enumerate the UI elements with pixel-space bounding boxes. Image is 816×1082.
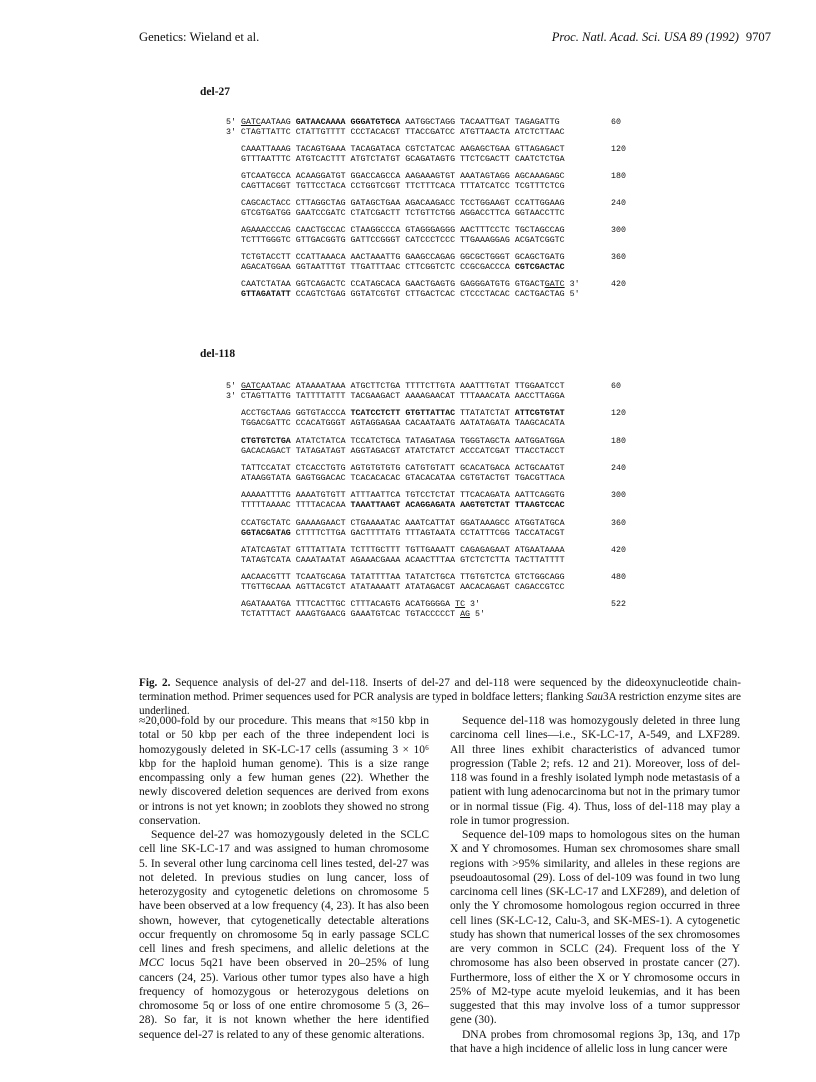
del27-row: [241, 172, 565, 192]
right-paragraph-2: Sequence del-109 maps to homologous sites on the human X and Y chromosomes. Human sex chromosomes share small regions with >95% similarity, and alleles in these regions are pseudoautosomal (29). Loss of del-109 was found in two lung carcinoma cell lines (SK-LC-17 and LXF289), and deletion of only the Y chromosome homologous region occurred in three cell lines (SK-LC-12, Calu-3, and SK-MES-1). A cytogenetic study has shown that numerical losses of the sex chromosomes are very common in SCLC (24). Frequent loss of the Y chromosome has also been observed in prostate cancer (27). Furthermore, loss of either the X or Y chromosome occurs in 25% of M2-type acute myeloid leukemias, and it has been suggested that this may involve loss of a tumor suppressor gene (30).: [450, 829, 740, 1027]
header-journal: Proc. Natl. Acad. Sci. USA 89 (1992): [551, 30, 739, 44]
sequence-fragment: CAATCTATAA GGTCAGACTC CCATAGCACA GAACTGAGTG GAGGGATGTG GTGACT: [241, 280, 545, 289]
sequence-fragment: TTGTTGCAAA AGTTACGTCT ATATAAAATT ATATAGACGT AACACAGAGT CAGACCGTCC: [241, 583, 565, 593]
sequence-fragment: TC: [455, 600, 466, 610]
sequence-fragment: GTTTAATTTC ATGTCACTTT ATGTCTATGT GCAGATAGTG TTCTCGACTT CAATCTCTGA: [241, 155, 565, 164]
del27-row: [241, 199, 565, 219]
sequence-fragment: TAAATTAAGT ACAGGAGATA AAGTGTCTAT TTAAGTCCAC: [350, 501, 565, 511]
position-number: 360: [611, 518, 626, 528]
del27-row: [241, 226, 565, 246]
position-number: 60: [611, 382, 621, 391]
position-number: 60: [611, 118, 621, 127]
sequence-fragment: 5': [470, 610, 485, 620]
del118-label: del-118: [200, 348, 236, 360]
position-number: 120: [611, 409, 626, 419]
position-number: 120: [611, 145, 626, 154]
caption-text: Sequence analysis of del-27 and del-118. Inserts of del-27 and del-118 were sequenced by the dideoxynucleotide chain-termination method. Primer sequences used for PCR analysis are typed in boldface letters; flanking Sau3A restriction enzyme sites are underlined.: [139, 677, 741, 717]
del118-row: [241, 409, 565, 429]
sequence-fragment: CTGTGTCTGA: [241, 436, 291, 446]
page-number: 9707: [745, 30, 771, 44]
sequence-fragment: AACAACGTTT TCAATGCAGA TATATTTTAA TATATCTGCA TTGTGTCTCA GTCTGGCAGG: [241, 573, 565, 583]
sequence-fragment: TCTTTGGGTC GTTGACGGTG GATTCCGGGT CATCCCTCCC TTGAAAGGAG ACGATCGGTC: [241, 236, 565, 245]
del27-row: [241, 145, 565, 165]
position-number: 180: [611, 436, 626, 446]
sequence-fragment: GATC: [240, 118, 261, 127]
del118-row: [241, 546, 565, 566]
del118-row: [241, 437, 565, 457]
sequence-fragment: TGGACGATTC CCACATGGGT AGTAGGAGAA CACAATAATG AATATAGATA TAAGCACATA: [241, 419, 565, 429]
position-number: 300: [611, 226, 626, 235]
position-number: 240: [611, 463, 626, 473]
position-number: 420: [611, 280, 626, 289]
sequence-fragment: 3': [465, 600, 481, 610]
right-column: [450, 714, 740, 1056]
sequence-fragment: CTTTTCTTGA GACTTTTATG TTTAGTAATA CCTATTTCGG TACCATACGT: [290, 528, 565, 538]
sequence-fragment: TATAGTCATA CAAATAATAT AGAAACGAAA ACAACTTTAA GTCTCTCTTA TACTTATTTT: [241, 555, 565, 565]
sequence-fragment: GATAACAAAA GGGATGTGCA: [295, 118, 401, 127]
sequence-fragment: AATAAC ATAAAATAAA ATGCTTCTGA TTTTCTTGTA AAATTTGTAT TTGGAATCCT: [260, 382, 565, 391]
sequence-fragment: CAGTTACGGT TGTTCCTACA CCTGGTCGGT TTCTTTCACA TTTATCATCC TCGTTTCTCG: [241, 182, 565, 191]
sequence-fragment: CCAGTCTGAG GGTATCGTGT CTTGACTCAC CTCCCTACAC CACTGACTAG 5': [290, 290, 580, 299]
sequence-fragment: GTCGTGATGG GAATCCGATC CTATCGACTT TCTGTTCTGG AGGACCTTCA GGTAACCTTC: [241, 209, 565, 218]
sequence-fragment: GGTACGATAG: [241, 528, 291, 538]
caption-label: Fig. 2.: [139, 677, 171, 689]
del118-row: [226, 382, 565, 402]
del27-row: [226, 118, 565, 138]
sequence-fragment: GATC: [240, 382, 261, 391]
left-paragraph-1: ≈20,000-fold by our procedure. This means that ≈150 kbp in total or 50 kbp per each of the three independent loci is homozygously deleted in SK-LC-17 cells (assuming 3 × 10⁶ kbp for the haploid human genome). This is a size range encompassing only a few human genes (22). Whether the newly discovered deletion sequences are derived from exons or introns is not yet known; in zooblots they showed no strong conservation.: [139, 715, 429, 827]
sequence-fragment: TTTTTAAAAC TTTTACACAA: [241, 501, 351, 511]
running-header: [139, 30, 771, 50]
del118-row: [241, 464, 565, 484]
sequence-fragment: TCTATTTACT AAAGTGAACG GAAATGTCAC TGTACCCCCT: [241, 610, 461, 620]
header-authors: Genetics: Wieland et al.: [139, 30, 260, 44]
del118-row: [241, 600, 485, 620]
sequence-fragment: AAAAATTTTG AAAATGTGTT ATTTAATTCA TGTCCTCTAT TTCACAGATA AATTCAGGTG: [241, 491, 565, 501]
sequence-fragment: 3' CTAGTTATTC CTATTGTTTT CCCTACACGT TTACCGATCC ATGTTAACTA ATCTCTTAAC: [226, 128, 565, 137]
left-paragraph-2: Sequence del-27 was homozygously deleted in the SCLC cell line SK-LC-17 and was assigned to human chromosome 5. In several other lung carcinoma cell lines tested, del-27 was not deleted. In previous studies on lung cancer, loss of heterozygosity and cytogenetic deletions on chromosome 5 have been observed at a low frequency (4, 23). It has also been shown, however, that cytogenetically detectable alterations occur frequently on chromosome 5q in early passage SCLC cell lines and fresh specimens, and allelic deletions at the MCC locus 5q21 have been observed in 20–25% of lung cancers (24, 25). Various other tumor types also have a high frequency of homozygous or heterozygous deletions on chromosome 5q or loss of one entire chromosome 5 (3, 26–28). So far, it is not known whether the here identified sequence del-27 is related to any of these genomic alterations.: [139, 829, 429, 1041]
sequence-fragment: CAAATTAAAG TACAGTGAAA TACAGATACA CGTCTATCAC AAGAGCTGAA GTTAGAGACT: [241, 145, 565, 154]
del118-row: [241, 519, 565, 539]
sequence-fragment: 5': [226, 382, 241, 391]
sequence-fragment: ACCTGCTAAG GGTGTACCCA: [241, 409, 351, 419]
position-number: 240: [611, 199, 626, 208]
sequence-fragment: TCATCCTCTT GTGTTATTAC: [350, 409, 456, 419]
sequence-fragment: TTATATCTAT: [455, 409, 515, 419]
sequence-fragment: AATGGCTAGG TACAATTGAT TAGAGATTG: [400, 118, 560, 127]
left-column: [139, 714, 429, 1042]
position-number: 480: [611, 573, 626, 583]
position-number: 300: [611, 491, 626, 501]
sequence-fragment: TATTCCATAT CTCACCTGTG AGTGTGTGTG CATGTGTATT GCACATGACA ACTGCAATGT: [241, 463, 565, 473]
sequence-fragment: 3' CTAGTTATTG TATTTTATTT TACGAAGACT AAAAGAACAT TTTAAACATA AACCTTAGGA: [226, 392, 565, 401]
del118-row: [241, 573, 565, 593]
right-paragraph-3: DNA probes from chromosomal regions 3p, 13q, and 17p that have a high incidence of allelic loss in lung cancer were: [450, 1028, 740, 1055]
sequence-fragment: ATAAGGTATA GAGTGGACAC TCACACACAC GTACACATAA CGTGTACTGT TGACGTTACA: [241, 473, 565, 483]
position-number: 420: [611, 545, 626, 555]
del27-row: [241, 280, 580, 300]
sequence-fragment: AATAAG: [260, 118, 296, 127]
sequence-fragment: CAGCACTACC CTTAGGCTAG GATAGCTGAA AGACAAGACC TCCTGGAAGT CCATTGGAAG: [241, 199, 565, 208]
sequence-fragment: AGACATGGAA GGTAATTTGT TTGATTTAAC CTTCGGTCTC CCGCGACCCA: [241, 263, 515, 272]
sequence-fragment: GTCAATGCCA ACAAGGATGT GGACCAGCCA AAGAAAGTGT AAATAGTAGG AGCAAAGAGC: [241, 172, 565, 181]
sequence-fragment: AGAAACCCAG CAACTGCCAC CTAAGGCCCA GTAGGGAGGG AACTTTCCTC TGCTAGCCAG: [241, 226, 565, 235]
position-number: 180: [611, 172, 626, 181]
sequence-fragment: CCATGCTATC GAAAAGAACT CTGAAAATAC AAATCATTAT GGATAAAGCC ATGGTATGCA: [241, 518, 565, 528]
sequence-fragment: TCTGTACCTT CCATTAAACA AACTAAATTG GAAGCCAGAG GGCGCTGGGT GCAGCTGATG: [241, 253, 565, 262]
sequence-fragment: AGATAAATGA TTTCACTTGC CTTTACAGTG ACATGGGGA: [241, 600, 456, 610]
sequence-fragment: 5': [226, 118, 241, 127]
sequence-fragment: ATATCTATCA TCCATCTGCA TATAGATAGA TGGGTAGCTA AATGGATGGA: [290, 436, 565, 446]
sequence-fragment: GATC: [544, 280, 565, 289]
sequence-fragment: CGTCGACTAC: [514, 263, 565, 272]
sequence-fragment: ATTCGTGTAT: [514, 409, 565, 419]
del27-label: del-27: [200, 86, 231, 98]
sequence-fragment: GTTAGATATT: [241, 290, 291, 299]
figure-caption: [139, 676, 741, 718]
del27-row: [241, 253, 565, 273]
right-paragraph-1: Sequence del-118 was homozygously deleted in three lung carcinoma cell lines—i.e., SK-LC-17, A-549, and LXF289. All three lines exhibit characteristics of advanced tumor progression (Table 2; refs. 12 and 21). Moreover, loss of del-118 was found in a freshly isolated lymph node metastasis of a patient with lung adenocarcinoma but not in the primary tumor or in normal tissue (Fig. 4). Thus, loss of del-118 may play a role in tumor progression.: [450, 715, 740, 827]
sequence-fragment: AG: [460, 610, 471, 620]
position-number: 522: [611, 600, 626, 610]
sequence-fragment: 3': [564, 280, 580, 289]
del118-row: [241, 491, 565, 511]
sequence-fragment: ATATCAGTAT GTTTATTATA TCTTTGCTTT TGTTGAAATT CAGAGAGAAT ATGAATAAAA: [241, 545, 565, 555]
position-number: 360: [611, 253, 626, 262]
sequence-fragment: GACACAGACT TATAGATAGT AGGTAGACGT ATATCTATCT ACCCATCGAT TTACCTACCT: [241, 446, 565, 456]
